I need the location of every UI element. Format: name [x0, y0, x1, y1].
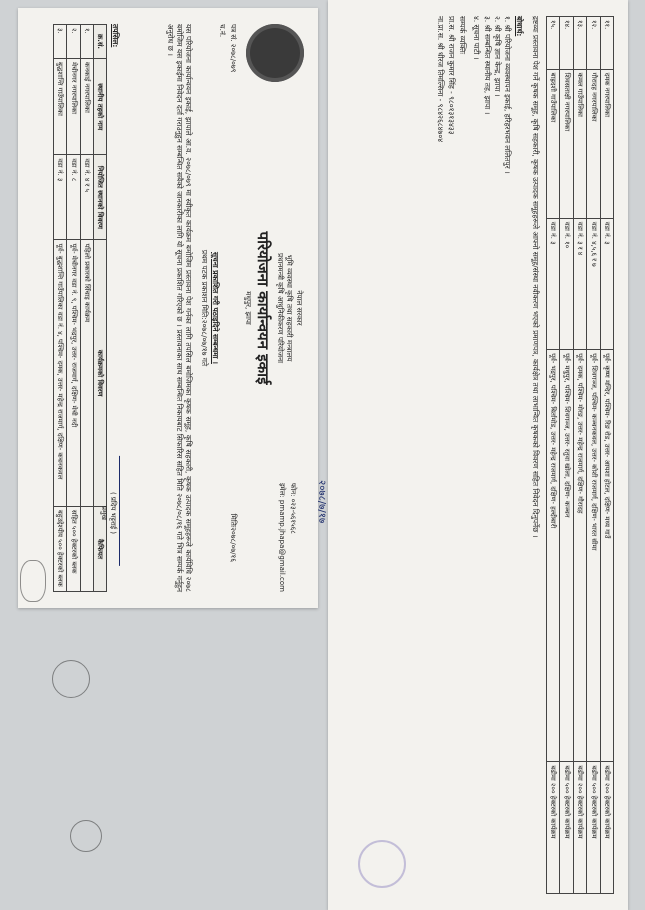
footer-line: सम्पर्क व्यक्तिः	[458, 16, 468, 54]
table-cell: बढीमा २०० हेक्टरको कार्यक्रम	[573, 762, 586, 894]
signature-icon	[119, 456, 136, 571]
signature-block	[100, 458, 137, 568]
table-cell: वडा नं. ३	[546, 218, 559, 350]
publication-date: प्रथम पटक प्रकाशन मिति:२०७८/०७/१७ गते	[199, 249, 209, 367]
table-cell: पूर्व- कृष्ण मन्दिर, पश्चिम- रिङ रोड, उत्तर- आयशा होटल, दक्षिण- मध्य गाउँ	[600, 350, 613, 762]
list-item: ३. श्री सम्बन्धित स्थानीय तह, झापा ।	[482, 16, 492, 115]
table-header: नियोजित स्थानको विवरण	[94, 155, 107, 240]
table-cell: ११.	[600, 17, 613, 70]
table-cell	[80, 506, 93, 591]
table-cell: मेचीनगर नगरपालिका	[67, 59, 80, 155]
table-cell: वडा नं. ८	[67, 155, 80, 240]
closing-paragraph: द्रष्टव्यः प्रस्तावना पेश गर्ने कृषक समूह, कृषि सहकारी, कृषक उत्पादक समूहहरूले आफ्नो समूह/संस्था नवीकरण भएको प्रमाणपत्र, कार्यक्षेत्र तथा लाभान्वित कृषकको विवरण सहित निवेदन दिनुपर्नेछ ।	[530, 16, 540, 538]
table-cell: बढीमा ५०० हेक्टरको कार्यक्रम	[587, 762, 600, 894]
table-cell: पूर्व- शिवगञ्ज, पश्चिम- कञ्चनकवल, उत्तर- कोशी राजमार्ग, दक्षिण- भारत सीमा	[587, 350, 600, 762]
office-location: मधुपुर, झापा	[243, 291, 253, 325]
table-cell: वडा नं. ३ र ४	[573, 218, 586, 350]
table-cell: पूर्व- मेचीनगर वडा नं. ९, पश्चिम- भद्रपुर, उत्तर- राजमार्ग, दक्षिण- मेची नदी	[67, 240, 80, 506]
table-cell: पूर्व- दमक, पश्चिम- मोरङ, उत्तर- महेन्द्र राजमार्ग, दक्षिण- गौरादह	[573, 350, 586, 762]
table-row	[53, 25, 66, 592]
footer-line: प्रा.स. श्री राजन कुमार सिंह - ९८०१३१३४३३	[446, 16, 456, 135]
program-table-continued	[546, 16, 614, 894]
table-cell: दमक नगरपालिका	[600, 69, 613, 218]
table-row	[573, 17, 586, 894]
contact-info	[276, 483, 298, 592]
reference-numbers	[216, 24, 238, 72]
notes-label: बोधार्थ:	[515, 16, 525, 37]
table-cell: पूर्व- मधुपुर, पश्चिम- शिवगञ्ज, उत्तर- रतुवा खोला, दक्षिण- कञ्चन	[560, 350, 573, 762]
table-cell: पूर्व- बुद्धशान्ति गाउँपालिका वडा नं. ४, पश्चिम- दमक, उत्तर- महेन्द्र राजमार्ग, दक्षिण- कचनकवल	[53, 240, 66, 506]
table-row	[67, 25, 80, 592]
table-cell: शिवसताक्षी नगरपालिका	[560, 69, 573, 218]
table-cell: १३.	[573, 17, 586, 70]
table-header: क्र.सं.	[94, 25, 107, 59]
email-address: इमेल: pmamp.jhapa@gmail.com	[277, 482, 286, 592]
table-cell: १४.	[560, 17, 573, 70]
table-cell: बहुउद्देश्यीय ५०० हेक्टरको ब्लक	[53, 506, 66, 591]
letter-date: मितिः२०७८/०७/१६	[229, 513, 238, 562]
table-row	[600, 17, 613, 894]
list-item: ४. सूचना पाटी ।	[472, 16, 482, 60]
table-row	[80, 25, 93, 592]
letter-ref-patra: पत्र सं. २०७८/०७९	[229, 24, 238, 73]
phone-number: फोन: ०२३-५६१५६८	[289, 482, 297, 534]
table-row	[560, 17, 573, 894]
list-item: २. श्री कृषि ज्ञान केन्द्र, झापा ।	[492, 16, 502, 97]
letter-ref-cha: च.नं.	[218, 24, 228, 38]
table-cell: बढीमा २०० हेक्टरको कार्यक्रम	[546, 762, 559, 894]
table-cell: वडा नं. ३	[600, 218, 613, 350]
table-cell: सहित ५०० हेक्टरको ब्लक	[67, 506, 80, 591]
section-label: तपसिल:	[110, 24, 120, 48]
table-cell: २.	[67, 25, 80, 59]
table-cell: बाह्रदशी गाउँपालिका	[546, 69, 559, 218]
signature-name: ( प्रदिप भट्टराई )	[109, 491, 117, 535]
table-header: स्थानीय तहको नाम	[94, 59, 107, 155]
letter-subject: सूचना प्रकाशित गरी पठाइदिने सम्बन्धमा ।	[211, 252, 220, 364]
table-header: कार्यक्रमको विवरण	[94, 240, 107, 506]
handwritten-mark-icon	[20, 560, 46, 602]
office-title: परियोजना कार्यान्वयन इकाई	[253, 231, 272, 385]
signature-title: प्रमुख	[100, 506, 109, 520]
handwritten-mark-icon	[52, 660, 90, 698]
gov-line-2: भूमि व्यवस्था कृषि तथा सहकारी मन्त्रालय	[285, 254, 295, 362]
document-page-right	[328, 0, 628, 910]
table-cell: कमल गाउँपालिका	[573, 69, 586, 218]
table-cell: वडा नं. ३	[53, 155, 66, 240]
handwritten-date: २०७८/७/१७	[316, 480, 327, 524]
table-cell: ३.	[53, 25, 66, 59]
table-cell: कनकाई नगरपालिका	[80, 59, 93, 155]
table-cell: १५.	[546, 17, 559, 70]
handwritten-mark-icon	[70, 820, 102, 852]
table-cell: बढीमा ५०० हेक्टरको कार्यक्रम	[560, 762, 573, 894]
page-content	[328, 0, 628, 910]
table-cell: पहिलो प्रकारको सिँचाइ कार्यक्रम	[80, 240, 93, 506]
footer-line: ना.प्रा.स. श्री धीरज तिमल्सिना - ९८४२६८४७०४	[435, 16, 445, 143]
distribution-notes	[435, 16, 525, 894]
contact-persons	[435, 16, 468, 894]
table-row	[546, 17, 559, 894]
table-header: कैफियत	[94, 506, 107, 591]
table-cell: १.	[80, 25, 93, 59]
table-cell: वडा नं. १०	[560, 218, 573, 350]
page-content	[18, 8, 318, 608]
table-cell: पूर्व- भद्रपुर, पश्चिम- बिर्तामोड, उत्तर- महेन्द्र राजमार्ग, दक्षिण- हल्दीबारी	[546, 350, 559, 762]
table-cell: वडा नं. ४,५,६ र ७	[587, 218, 600, 350]
table-cell: बुद्धशान्ति गाउँपालिका	[53, 59, 66, 155]
letter-header	[220, 24, 304, 592]
table-row	[587, 17, 600, 894]
list-item: १. श्री परियोजना व्यवस्थापन इकाई, हरिहरभवन ललितपुर ।	[503, 16, 513, 174]
document-page-left	[18, 8, 318, 608]
gov-line-3: प्रधानमन्त्री कृषि आधुनिकीकरण परियोजना	[275, 253, 285, 363]
notes-list	[472, 16, 512, 894]
table-cell: गौरादह नगरपालिका	[587, 69, 600, 218]
letter-body: यस परियोजना कार्यान्वयन इकाई, झापाले आ.व. २०७८/०७९ मा स्वीकृत कार्यक्रम बमोजिम प्रस्तावना पेश गर्नका लागि तपसिल बमोजिमका कृषक समूह, कृषि सहकारी, कृषक उत्पादक समूहहरूले कार्यविधि २०७८ बमोजिम यस इकाईमा निवेदन दर्ता गराउनुहुन सम्बन्धित सबैको जानकारीका लागि यो सूचना प्रकाशित गरिएको छ । प्रस्तावनाका साथ सम्बन्धित निकायबाट सिफारिस सहित मिति २०७८/०८/१६ गते भित्र सम्पर्क गर्नुहुन अनुरोध छ ।	[166, 24, 194, 592]
table-cell: बढीमा २०० हेक्टरको कार्यक्रम	[600, 762, 613, 894]
office-stamp-icon	[358, 840, 406, 888]
table-cell: वडा नं. ४ र ५	[80, 155, 93, 240]
table-cell: १२.	[587, 17, 600, 70]
gov-line-1: नेपाल सरकार	[295, 290, 304, 326]
